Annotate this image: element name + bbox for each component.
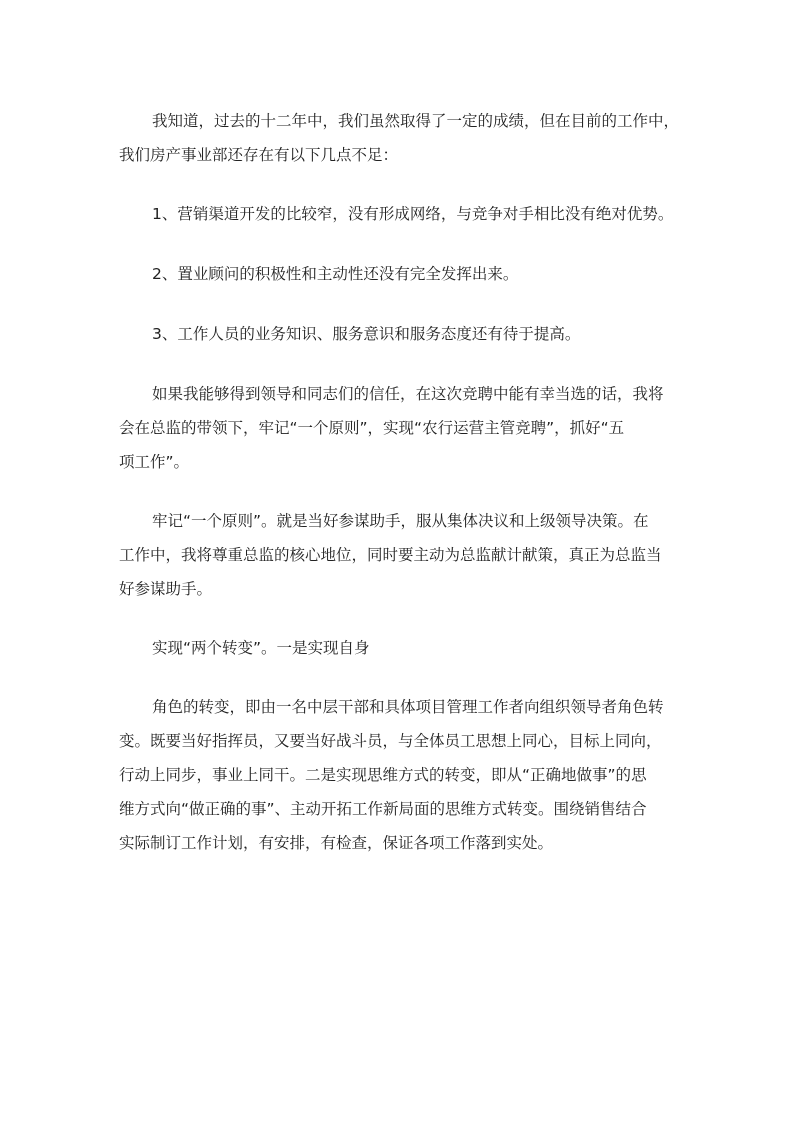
- paragraph-role-change: [119, 690, 679, 860]
- text-line: 项工作”。: [119, 453, 190, 471]
- paragraph-two-changes-intro: [119, 631, 679, 665]
- text-line: 2、置业顾问的积极性和主动性还没有完全发挥出来。: [152, 265, 519, 283]
- text-line: 实现“两个转变”。一是实现自身: [152, 639, 370, 657]
- text-line: 我知道，过去的十二年中，我们虽然取得了一定的成绩，但在目前的工作中，: [152, 112, 680, 130]
- paragraph-commitment: [119, 377, 679, 479]
- text-line: 牢记“一个原则”。就是当好参谋助手，服从集体决议和上级领导决策。在: [152, 512, 649, 530]
- paragraph-point-3: [119, 317, 679, 351]
- text-line: 变。既要当好指挥员，又要当好战斗员，与全体员工思想上同心，目标上同向，: [119, 732, 662, 750]
- text-line: 我们房产事业部还存在有以下几点不足：: [119, 146, 399, 164]
- text-line: 实际制订工作计划，有安排，有检查，保证各项工作落到实处。: [119, 834, 554, 852]
- paragraph-point-1: [119, 197, 679, 231]
- text-line: 3、工作人员的业务知识、服务意识和服务态度还有待于提高。: [152, 325, 581, 343]
- paragraph-point-2: [119, 257, 679, 291]
- paragraph-one-principle: [119, 504, 679, 606]
- text-line: 如果我能够得到领导和同志们的信任，在这次竞聘中能有幸当选的话，我将: [152, 385, 664, 403]
- text-line: 1、营销渠道开发的比较窄，没有形成网络，与竞争对手相比没有绝对优势。: [152, 205, 674, 223]
- text-line: 好参谋助手。: [119, 580, 213, 598]
- text-line: 行动上同步，事业上同干。二是实现思维方式的转变，即从“正确地做事”的思: [119, 766, 647, 784]
- text-line: 维方式向“做正确的事”、主动开拓工作新局面的思维方式转变。围绕销售结合: [119, 800, 647, 818]
- text-line: 角色的转变，即由一名中层干部和具体项目管理工作者向组织领导者角色转: [152, 698, 664, 716]
- document-body: [119, 104, 679, 860]
- paragraph-shortcomings-intro: [119, 104, 679, 172]
- text-line: 会在总监的带领下，牢记“一个原则”，实现“农行运营主管竞聘”，抓好“五: [119, 419, 625, 437]
- text-line: 工作中，我将尊重总监的核心地位，同时要主动为总监献计献策，真正为总监当: [119, 546, 662, 564]
